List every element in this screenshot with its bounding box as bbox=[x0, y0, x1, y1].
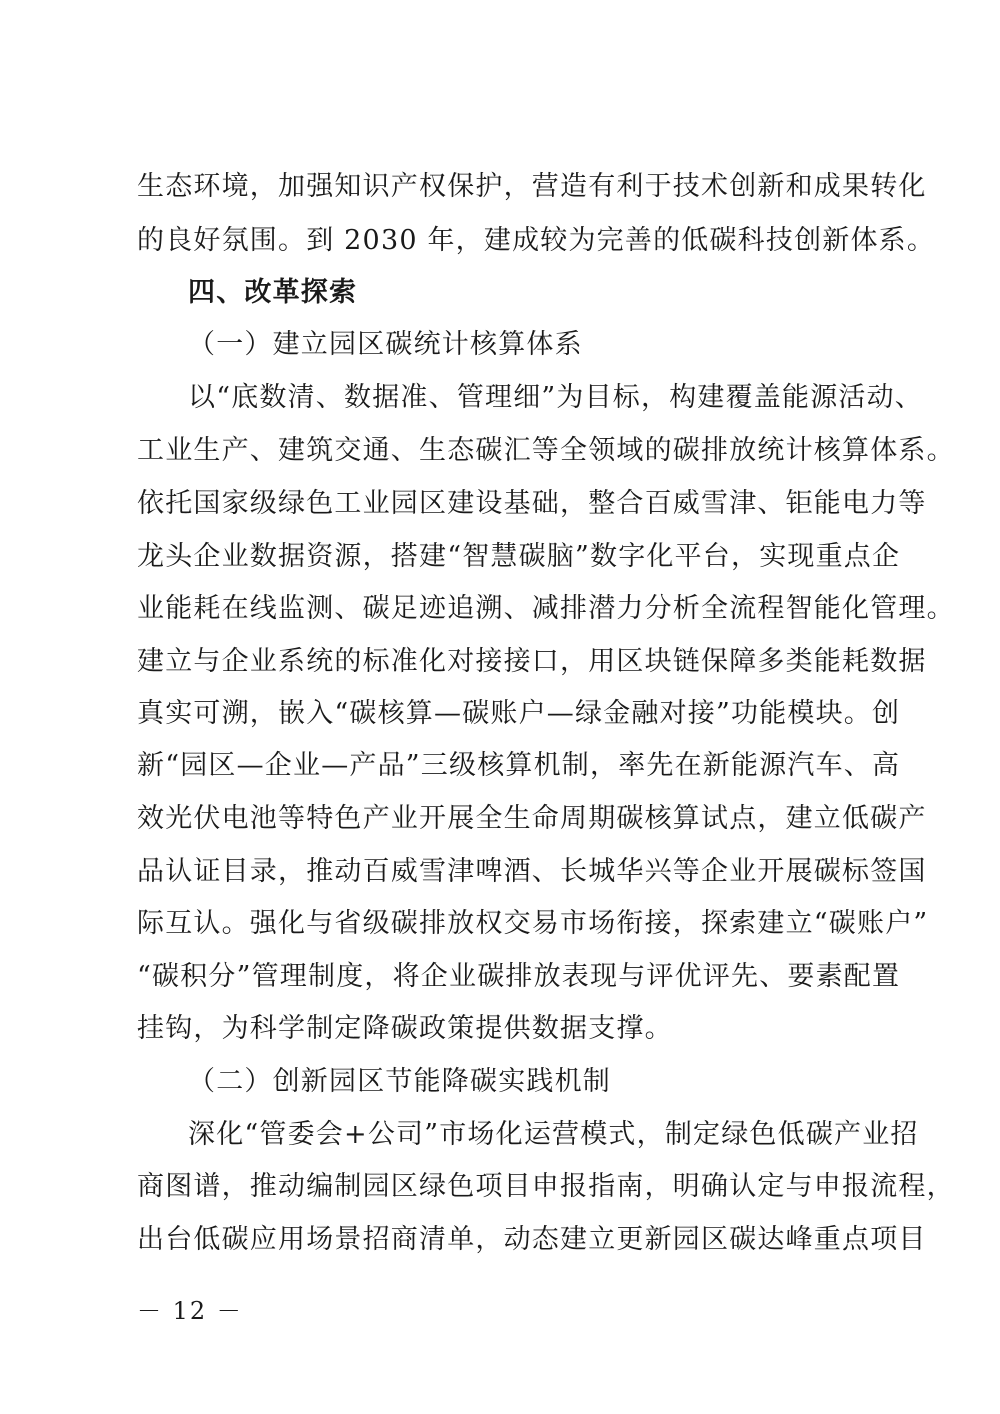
body-line: 出台低碳应用场景招商清单，动态建立更新园区碳达峰重点项目 bbox=[137, 1224, 927, 1255]
body-line: 生态环境，加强知识产权保护，营造有利于技术创新和成果转化 bbox=[137, 171, 927, 202]
body-line: 新“园区—企业—产品”三级核算机制，率先在新能源汽车、高 bbox=[137, 750, 901, 781]
body-line: 业能耗在线监测、碳足迹追溯、减排潜力分析全流程智能化管理。 bbox=[137, 593, 955, 624]
body-line: 以“底数清、数据准、管理细”为目标，构建覆盖能源活动、 bbox=[188, 382, 924, 413]
page-number: － 12 － bbox=[137, 1297, 243, 1325]
body-line: 际互认。强化与省级碳排放权交易市场衔接，探索建立“碳账户” bbox=[137, 908, 929, 939]
body-line: 挂钩，为科学制定降碳政策提供数据支撑。 bbox=[137, 1013, 673, 1044]
subsection-heading: （二）创新园区节能降碳实践机制 bbox=[188, 1066, 611, 1097]
body-line: 建立与企业系统的标准化对接接口，用区块链保障多类能耗数据 bbox=[137, 646, 927, 677]
body-line: “碳积分”管理制度，将企业碳排放表现与评优评先、要素配置 bbox=[137, 961, 901, 992]
body-line: 真实可溯，嵌入“碳核算—碳账户—绿金融对接”功能模块。创 bbox=[137, 698, 901, 729]
body-line: 深化“管委会+公司”市场化运营模式，制定绿色低碳产业招 bbox=[188, 1119, 919, 1150]
section-heading: 四、改革探索 bbox=[188, 277, 358, 308]
body-line: 商图谱，推动编制园区绿色项目申报指南，明确认定与申报流程， bbox=[137, 1171, 955, 1202]
body-line: 的良好氛围。到 2030 年，建成较为完善的低碳科技创新体系。 bbox=[137, 225, 936, 256]
body-line: 龙头企业数据资源，搭建“智慧碳脑”数字化平台，实现重点企 bbox=[137, 541, 901, 572]
body-line: 依托国家级绿色工业园区建设基础，整合百威雪津、钜能电力等 bbox=[137, 488, 927, 519]
body-line: 效光伏电池等特色产业开展全生命周期碳核算试点，建立低碳产 bbox=[137, 803, 927, 834]
body-line: 品认证目录，推动百威雪津啤酒、长城华兴等企业开展碳标签国 bbox=[137, 856, 927, 887]
body-line: 工业生产、建筑交通、生态碳汇等全领域的碳排放统计核算体系。 bbox=[137, 435, 955, 466]
subsection-heading: （一）建立园区碳统计核算体系 bbox=[188, 329, 583, 360]
